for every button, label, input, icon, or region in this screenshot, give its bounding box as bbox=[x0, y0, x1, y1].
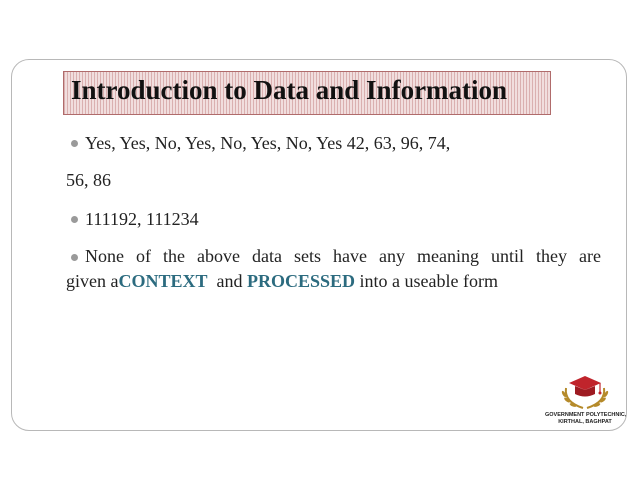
bullet-3-middle: and bbox=[207, 271, 247, 291]
graduation-cap-laurel-icon bbox=[545, 373, 625, 413]
bullet-icon bbox=[71, 140, 78, 147]
institute-logo bbox=[545, 373, 625, 431]
bullet-3-suffix: into a useable form bbox=[355, 271, 498, 291]
logo-line-2: KIRTHAL, BAGHPAT bbox=[558, 419, 612, 425]
bullet-3-prefix: given a bbox=[66, 271, 119, 291]
processed-keyword: PROCESSED bbox=[247, 271, 356, 291]
logo-line-1: GOVERNMENT POLYTECHNIC, bbox=[545, 412, 627, 418]
bullet-icon bbox=[71, 216, 78, 223]
bullet-1-continuation: 56, 86 bbox=[66, 170, 111, 190]
bullet-icon bbox=[71, 254, 78, 261]
context-keyword: CONTEXT bbox=[118, 271, 208, 291]
bullet-2-text: 111192, 111234 bbox=[85, 209, 199, 229]
bullet-3-line-1: None of the above data sets have any meaning until they are bbox=[85, 246, 601, 266]
bullet-1-text: Yes, Yes, No, Yes, No, Yes, No, Yes 42, 63, 96, 74, bbox=[85, 133, 451, 153]
slide-title: Introduction to Data and Information bbox=[71, 75, 508, 105]
bullet-3-line-2 bbox=[66, 271, 498, 292]
title-box bbox=[63, 71, 551, 115]
